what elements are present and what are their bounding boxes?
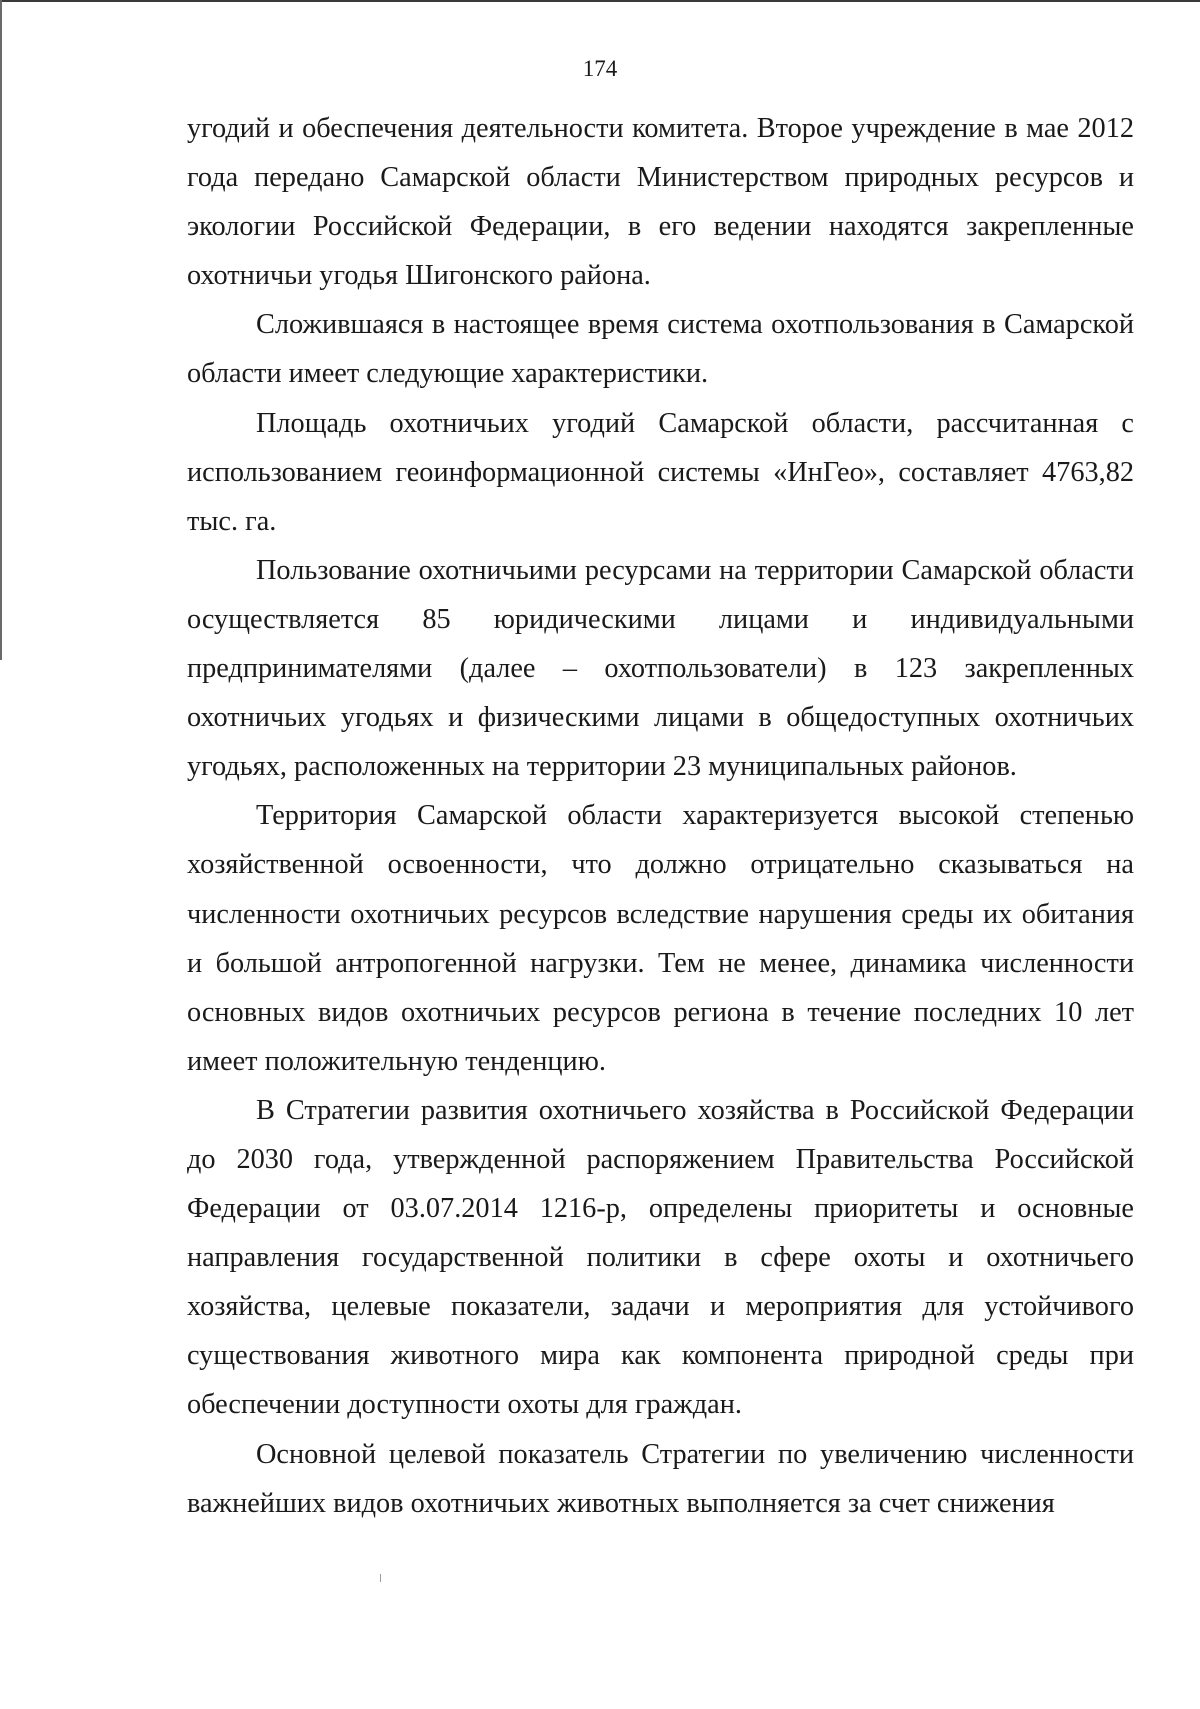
paragraph: В Стратегии развития охотничьего хозяйства в Российской Федерации до 2030 года, утвержденной распоряжением Правительства Российской Федерации от 03.07.2014 1216-р, определены приоритеты и основные направления государственной политики в сфере охоты и охотничьего хозяйства, целевые показатели, задачи и мероприятия для устойчивого существования животного мира как компонента природной среды при обеспечении доступности охоты для граждан.: [187, 1094, 1134, 1421]
scan-edge-top: [0, 0, 1200, 2]
paragraph-last: Основной целевой показатель Стратегии по увеличению численности важнейших видов охотничьих животных выполняется за счет снижения: [187, 1438, 1134, 1519]
paragraph: Сложившаяся в настоящее время система охотпользования в Самарской области имеет следующие характеристики.: [187, 309, 1134, 390]
paragraph-continuation: угодий и обеспечения деятельности комитета. Второе учреждение в мае 2012 года передано Самарской области Министерством природных ресурсов и экологии Российской Федерации, в его ведении находятся закрепленные охотничьи угодья Шигонского района.: [187, 113, 1134, 292]
paragraph: Площадь охотничьих угодий Самарской области, рассчитанная с использованием геоинформационной системы «ИнГео», составляет 4763,82 тыс. га.: [187, 407, 1134, 537]
document-body: [187, 104, 1134, 1528]
paragraph: Территория Самарской области характеризуется высокой степенью хозяйственной освоенности, что должно отрицательно сказываться на численности охотничьих ресурсов вследствие нарушения среды их обитания и большой антропогенной нагрузки. Тем не менее, динамика численности основных видов охотничьих ресурсов региона в течение последних 10 лет имеет положительную тенденцию.: [187, 800, 1134, 1077]
page-number: 174: [582, 56, 618, 81]
scan-edge-left: [0, 0, 2, 660]
scan-mark: [380, 1574, 381, 1582]
paragraph: Пользование охотничьими ресурсами на территории Самарской области осуществляется 85 юридическими лицами и индивидуальными предпринимателями (далее – охотпользователи) в 123 закрепленных охотничьих угодьях и физическими лицами в общедоступных охотничьих угодьях, расположенных на территории 23 муниципальных районов.: [187, 554, 1134, 783]
